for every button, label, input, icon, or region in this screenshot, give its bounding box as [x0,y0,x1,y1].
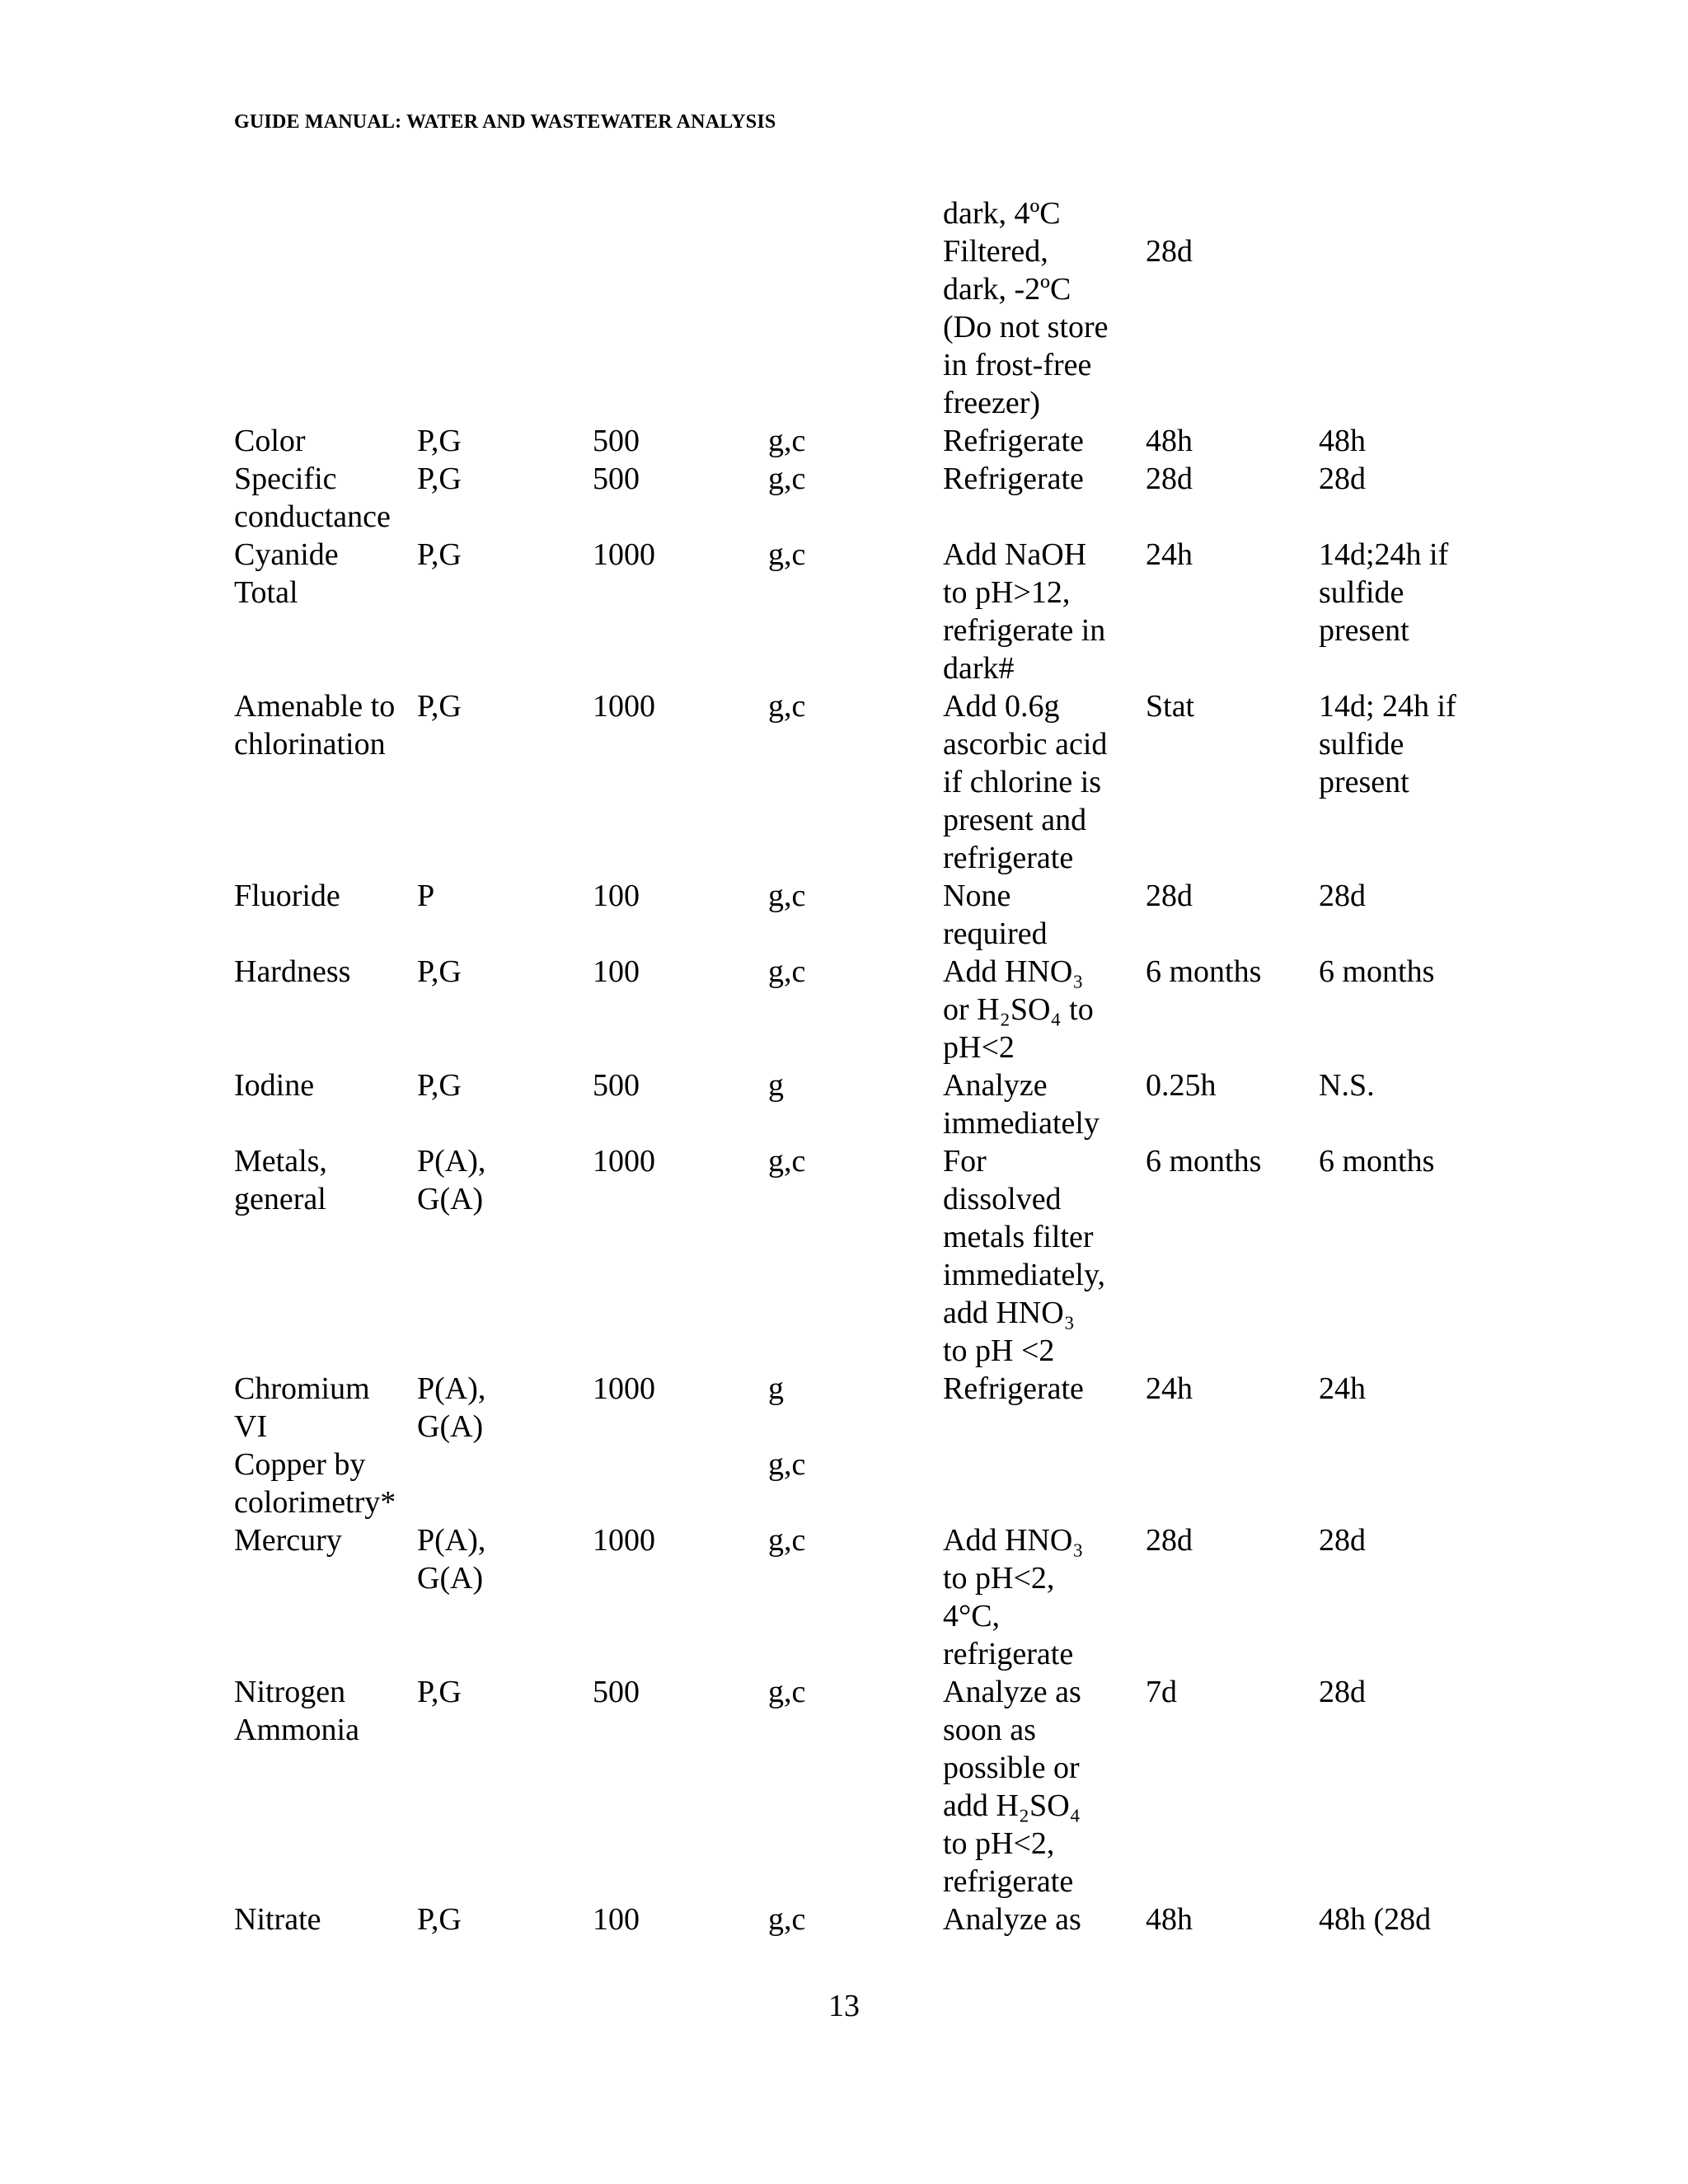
regulatory-storage-cell: 6 months [1319,954,1435,989]
preservation-cell: Analyze as [943,1902,1081,1937]
container-cell: P(A), G(A) [417,1144,486,1216]
recommended-storage-cell: 28d [1146,462,1193,496]
preservation-cell: Analyze immediately [943,1068,1100,1141]
regulatory-storage-cell: 6 months [1319,1144,1435,1179]
container-cell: P(A), G(A) [417,1371,486,1444]
sample-type-cell: g,c [768,954,806,989]
container-cell: P,G [417,954,462,989]
regulatory-storage-cell: 28d [1319,879,1366,913]
sample-type-cell: g,c [768,1447,806,1482]
parameter-cell: Specific conductance [234,462,391,534]
sample-type-cell: g,c [768,462,806,496]
parameter-cell: Mercury [234,1523,342,1558]
container-cell: P,G [417,689,462,724]
regulatory-storage-cell: 28d [1319,1675,1366,1709]
page-number: 13 [828,1989,860,2023]
container-cell: P,G [417,462,462,496]
preservation-cell: Refrigerate [943,424,1084,458]
sample-size-cell: 1000 [593,689,655,724]
table-row [234,1370,1520,1446]
sample-size-cell: 100 [593,1902,640,1937]
table-row [234,422,1520,460]
table-row [234,536,1520,687]
running-header: GUIDE MANUAL: WATER AND WASTEWATER ANALYSIS [234,111,776,133]
table-row [234,194,1520,232]
table-row [234,953,1520,1066]
recommended-storage-cell: 48h [1146,424,1193,458]
parameter-cell: Color [234,424,306,458]
sample-size-cell: 100 [593,954,640,989]
recommended-storage-cell: 6 months [1146,954,1262,989]
preservation-cell: Analyze as soon as possible or add H₂SO₄ to pH<2, refrigerate [943,1675,1081,1899]
preservation-cell: Add HNO₃ to pH<2, 4°C, refrigerate [943,1523,1084,1671]
sample-size-cell: 100 [593,879,640,913]
sample-type-cell: g,c [768,1144,806,1179]
sample-type-cell: g,c [768,424,806,458]
table-row [234,1066,1520,1142]
sample-type-cell: g,c [768,689,806,724]
preservation-cell: dark, 4ºC [943,196,1061,231]
preservation-cell: For dissolved metals filter immediately, add HNO₃ to pH <2 [943,1144,1105,1368]
table-row [234,877,1520,953]
parameter-cell: Cyanide Total [234,537,339,610]
table-row [234,460,1520,536]
recommended-storage-cell: 28d [1146,234,1193,269]
recommended-storage-cell: 7d [1146,1675,1177,1709]
preservation-cell: Refrigerate [943,462,1084,496]
sample-type-cell: g [768,1371,784,1406]
regulatory-storage-cell: 28d [1319,1523,1366,1558]
parameter-cell: Amenable to chlorination [234,689,396,762]
recommended-storage-cell: 28d [1146,1523,1193,1558]
container-cell: P,G [417,424,462,458]
parameter-cell: Hardness [234,954,351,989]
table-row [234,1521,1520,1673]
recommended-storage-cell: 24h [1146,1371,1193,1406]
table-row [234,687,1520,877]
regulatory-storage-cell: 48h (28d [1319,1902,1432,1937]
sample-size-cell: 500 [593,424,640,458]
container-cell: P [417,879,435,913]
recommended-storage-cell: 24h [1146,537,1193,572]
parameter-cell: Nitrogen Ammonia [234,1675,359,1747]
container-cell: P,G [417,1675,462,1709]
sample-size-cell: 1000 [593,1144,655,1179]
sample-type-cell: g,c [768,537,806,572]
preservation-cell: Add NaOH to pH>12, refrigerate in dark# [943,537,1106,686]
regulatory-storage-cell: 14d; 24h if sulfide present [1319,689,1456,799]
table-row [234,1900,1520,1938]
parameter-cell: Chromium VI [234,1371,370,1444]
parameter-cell: Copper by colorimetry* [234,1447,396,1520]
regulatory-storage-cell: N.S. [1319,1068,1375,1103]
sample-size-cell: 1000 [593,537,655,572]
container-cell: P,G [417,537,462,572]
recommended-storage-cell: Stat [1146,689,1195,724]
regulatory-storage-cell: 14d;24h if sulfide present [1319,537,1449,648]
recommended-storage-cell: 6 months [1146,1144,1262,1179]
recommended-storage-cell: 48h [1146,1902,1193,1937]
regulatory-storage-cell: 28d [1319,462,1366,496]
sample-size-cell: 500 [593,462,640,496]
sample-type-cell: g,c [768,879,806,913]
preservation-cell: None required [943,879,1048,951]
table-row [234,232,1520,422]
parameter-cell: Nitrate [234,1902,321,1937]
container-cell: P,G [417,1068,462,1103]
preservation-cell: Add HNO₃ or H₂SO₄ to pH<2 [943,954,1094,1065]
sample-size-cell: 1000 [593,1523,655,1558]
sample-size-cell: 500 [593,1068,640,1103]
preservation-table [234,194,1520,1938]
preservation-cell: Refrigerate [943,1371,1084,1406]
parameter-cell: Iodine [234,1068,315,1103]
container-cell: P,G [417,1902,462,1937]
preservation-cell: Filtered, dark, -2ºC (Do not store in frost-free freezer) [943,234,1109,420]
regulatory-storage-cell: 48h [1319,424,1366,458]
sample-type-cell: g,c [768,1675,806,1709]
parameter-cell: Fluoride [234,879,340,913]
preservation-cell: Add 0.6g ascorbic acid if chlorine is present and refrigerate [943,689,1108,875]
recommended-storage-cell: 0.25h [1146,1068,1217,1103]
sample-type-cell: g [768,1068,784,1103]
table-row [234,1142,1520,1370]
sample-type-cell: g,c [768,1523,806,1558]
sample-type-cell: g,c [768,1902,806,1937]
container-cell: P(A), G(A) [417,1523,486,1596]
table-row [234,1673,1520,1900]
recommended-storage-cell: 28d [1146,879,1193,913]
sample-size-cell: 1000 [593,1371,655,1406]
sample-size-cell: 500 [593,1675,640,1709]
parameter-cell: Metals, general [234,1144,327,1216]
table-row [234,1446,1520,1521]
regulatory-storage-cell: 24h [1319,1371,1366,1406]
